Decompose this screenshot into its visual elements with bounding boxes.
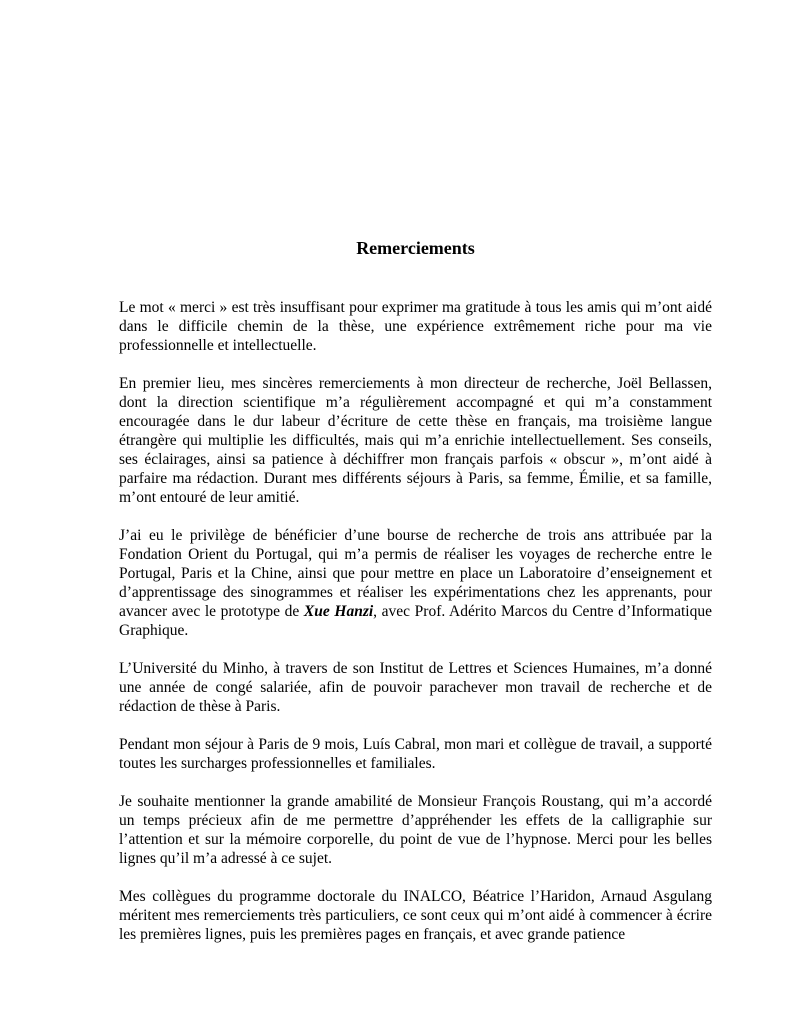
page-title: Remerciements [356, 238, 475, 258]
prototype-name: Xue Hanzi [303, 603, 374, 620]
paragraph-universite: L’Université du Minho, à travers de son Institut de Lettres et Sciences Humaines, m’a donné une année de congé salariée, afin de pouvoir parachever mon travail de recherche et de rédaction de thèse à Paris. [119, 660, 712, 715]
paragraph-intro: Le mot « merci » est très insuffisant pour exprimer ma gratitude à tous les amis qui m’ont aidé dans le difficile chemin de la thèse, une expérience extrêmement riche pour ma vie professionnelle et intellectuelle. [119, 299, 712, 354]
paragraph-roustang: Je souhaite mentionner la grande amabilité de Monsieur François Roustang, qui m’a accordé un temps précieux afin de me permettre d’appréhender les effets de la calligraphie sur l’attention et sur la mémoire corporelle, du point de vue de l’hypnose. Merci pour les belles lignes qu’il m’a adressé à ce sujet. [119, 793, 712, 867]
paragraph-sejour: Pendant mon séjour à Paris de 9 mois, Luís Cabral, mon mari et collègue de travail, a supporté toutes les surcharges professionnelles et familiales. [119, 736, 712, 772]
paragraph-inalco: Mes collègues du programme doctorale du INALCO, Béatrice l’Haridon, Arnaud Asgulang méritent mes remerciements très particuliers, ce sont ceux qui m’ont aidé à commencer à écrire les premières lignes, puis les premières pages en français, et avec grande patience [119, 888, 712, 943]
body-text [119, 298, 712, 944]
paragraph-fondation-before: J’ai eu le privilège de bénéficier d’une bourse de recherche de trois ans attribuée par la Fondation Orient du Portugal, qui m’a permis de réaliser les voyages de recherche entre le Portugal, Paris et la Chine, ainsi que pour mettre en place un Laboratoire d’enseignement et d’apprentissage des sinogrammes et réaliser les expérimentations chez les apprenants, pour avancer avec le prototype de [119, 527, 712, 620]
paragraph-director: En premier lieu, mes sincères remerciements à mon directeur de recherche, Joël Bellassen, dont la direction scientifique m’a régulièrement accompagné et qui m’a constamment encouragée dans le dur labeur d’écriture de cette thèse en français, ma troisième langue étrangère qui multiplie les difficultés, mais qui m’a enrichie intellectuellement. Ses conseils, ses éclairages, ainsi sa patience à déchiffrer mon français parfois « obscur », m’ont aidé à parfaire ma rédaction. Durant mes différents séjours à Paris, sa femme, Émilie, et sa famille, m’ont entouré de leur amitié. [119, 375, 712, 506]
paragraph-fondation-after: , avec Prof. Adérito Marcos du Centre d’Informatique Graphique. [119, 603, 712, 639]
paragraph-fondation [119, 526, 712, 640]
